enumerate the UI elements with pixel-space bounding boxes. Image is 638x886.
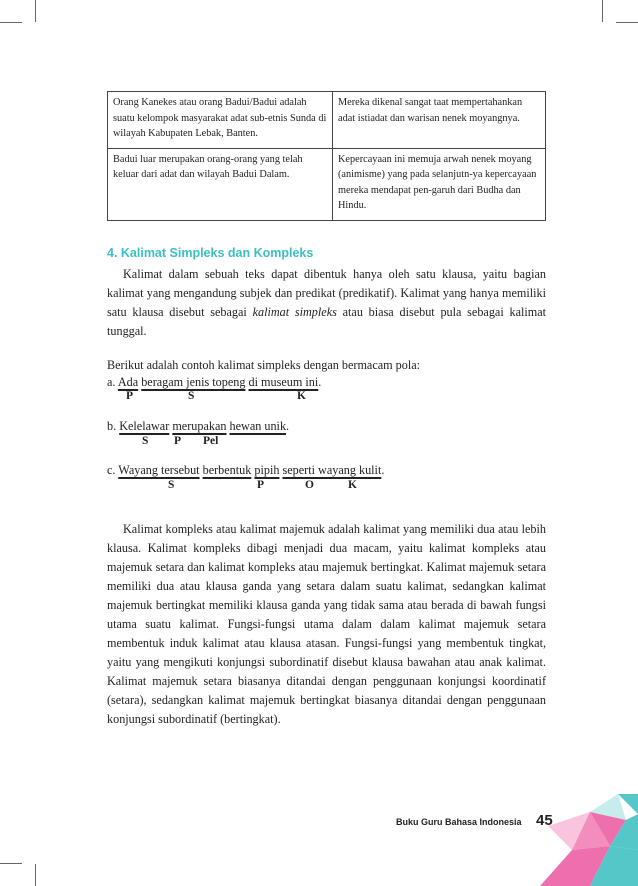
page-number: 45 bbox=[536, 812, 553, 829]
sentence-part: hewan unik bbox=[229, 419, 287, 433]
example-sentence-b bbox=[107, 418, 289, 434]
sentence-end: . bbox=[286, 419, 290, 433]
table-cell: Mereka dikenal sangat taat mempertahankan adat istiadat dan warisan nenek moyangnya. bbox=[333, 92, 546, 149]
example-prefix: c. bbox=[107, 463, 116, 477]
sentence-part: Kelelawar bbox=[119, 419, 170, 433]
sentence-end: . bbox=[318, 375, 322, 389]
sentence-end: . bbox=[381, 463, 385, 477]
crop-mark bbox=[35, 864, 36, 886]
example-prefix: a. bbox=[107, 375, 116, 389]
comparison-table bbox=[107, 91, 546, 221]
function-label: O bbox=[305, 479, 314, 491]
crop-mark bbox=[0, 22, 22, 23]
sentence-part: di museum ini bbox=[248, 375, 319, 389]
table-row bbox=[108, 92, 546, 149]
example-prefix: b. bbox=[107, 419, 117, 433]
sentence-part: Wayang tersebut bbox=[118, 463, 200, 477]
crop-mark bbox=[0, 863, 22, 864]
table-cell: Orang Kanekes atau orang Badui/Badui adalah suatu kelompok masyarakat adat sub-etnis Sunda di wilayah Kabupaten Lebak, Banten. bbox=[108, 92, 333, 149]
crop-mark bbox=[616, 22, 638, 23]
function-label: S bbox=[168, 479, 175, 491]
function-label: P bbox=[126, 390, 134, 402]
sentence-part: pipih bbox=[254, 463, 280, 477]
table-cell: Kepercayaan ini memuja arwah nenek moyang (animisme) yang pada selanjutn-ya kepercayaan mereka mendapat pen-garuh dari Budha dan Hindu. bbox=[333, 148, 546, 220]
function-label: Pel bbox=[203, 435, 219, 447]
sentence-part: berbentuk bbox=[202, 463, 252, 477]
examples-intro: Berikut adalah contoh kalimat simpleks dengan bermacam pola: bbox=[107, 358, 421, 372]
example-sentence-c bbox=[107, 462, 384, 478]
function-label: P bbox=[174, 435, 182, 447]
function-label: S bbox=[188, 390, 195, 402]
paragraph-text: atau biasa disebut pula sebagai kalimat tunggal. bbox=[107, 305, 547, 338]
crop-mark bbox=[602, 0, 603, 22]
term-italic: kalimat simpleks bbox=[252, 305, 337, 319]
example-sentence-a bbox=[107, 374, 321, 390]
sentence-part: beragam jenis topeng bbox=[141, 375, 246, 389]
function-label: S bbox=[142, 435, 149, 447]
table-cell: Badui luar merupakan orang-orang yang telah keluar dari adat dan wilayah Badui Dalam. bbox=[108, 148, 333, 220]
table-row bbox=[108, 148, 546, 220]
book-title: Buku Guru Bahasa Indonesia bbox=[396, 817, 522, 827]
sentence-part: seperti wayang kulit bbox=[282, 463, 382, 477]
section-heading: 4. Kalimat Simpleks dan Kompleks bbox=[107, 246, 314, 260]
crop-mark bbox=[35, 0, 36, 22]
paragraph-simpleks bbox=[107, 265, 546, 341]
function-label: P bbox=[257, 479, 265, 491]
paragraph-kompleks: Kalimat kompleks atau kalimat majemuk adalah kalimat yang memiliki dua atau lebih klausa. Kalimat kompleks dibagi menjadi dua macam, yaitu kalimat kompleks atau majemuk setara dan kalimat kompleks atau majemuk bertingkat. Kalimat majemuk setara memiliki dua atau klausa ganda yang setara dalam suatu kalimat, sedangkan kalimat majemuk bertingkat memiliki klausa ganda yang tidak sama atau berada di bawah fungsi utama suatu kalimat. Fungsi-fungsi utama dalam dalam kalimat majemuk setara membentuk induk kalimat atau klausa atasan. Fungsi-fungsi yang membentuk tingkat, yaitu yang mengikuti konjungsi subordinatif disebut klausa bawahan atau anak kalimat. Kalimat majemuk setara biasanya ditandai dengan penggunaan konjungsi koordinatif (setara), sedangkan kalimat majemuk bertingkat biasanya ditandai dengan penggunaan konjungsi subordinatif (bertingkat). bbox=[107, 522, 546, 726]
paragraph-text: Kalimat dalam sebuah teks dapat dibentuk hanya oleh satu klausa, yaitu bagian kalimat yang mengandung subjek dan predikat (predikatif). Kalimat yang hanya memiliki satu klausa disebut sebagai bbox=[107, 267, 546, 319]
sentence-part: merupakan bbox=[172, 419, 227, 433]
function-label: K bbox=[348, 479, 357, 491]
function-label: K bbox=[297, 390, 306, 402]
tangram-decoration bbox=[440, 790, 638, 886]
sentence-part: Ada bbox=[117, 375, 139, 389]
